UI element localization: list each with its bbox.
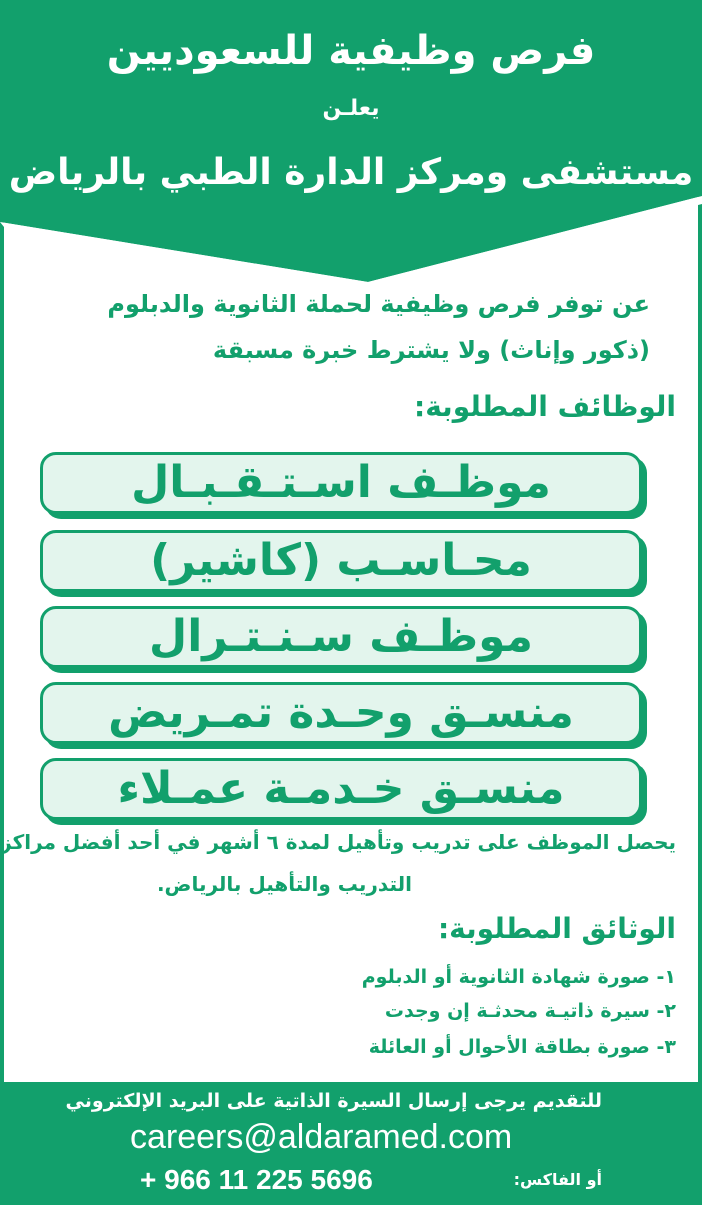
job-customer-service-coordinator: منسـق خـدمـة عمـلاء [40, 758, 642, 820]
intro-line-2: (ذكور وإناث) ولا يشترط خبرة مسبقة [212, 336, 650, 364]
job-nursing-coordinator: منسـق وحـدة تمـريض [40, 682, 642, 744]
header-org-name: مستشفى ومركز الدارة الطبي بالرياض [8, 152, 694, 193]
fax-number: + 966 11 225 5696 [140, 1164, 373, 1195]
job-switchboard: موظـف سـنـتـرال [40, 606, 642, 668]
document-item: ٢- سيرة ذاتيـة محدثـة إن وجدت [384, 1000, 676, 1022]
header-banner [0, 0, 702, 290]
intro-line-1: عن توفر فرص وظيفية لحملة الثانوية والدبلوم [107, 290, 650, 318]
training-line-1: يحصل الموظف على تدريب وتأهيل لمدة ٦ أشهر في أحد أفضل مراكز [0, 830, 676, 854]
documents-section-title: الوثائق المطلوبة: [437, 912, 676, 945]
document-item: ٣- صورة بطاقة الأحوال أو العائلة [368, 1036, 676, 1058]
document-item: ١- صورة شهادة الثانوية أو الدبلوم [361, 966, 676, 988]
job-receptionist: موظـف اسـتـقـبـال [40, 452, 642, 514]
header-title: فرص وظيفية للسعوديين [106, 28, 596, 74]
job-cashier: محـاسـب (كاشير) [40, 530, 642, 592]
apply-instructions: للتقديم يرجى إرسال السيرة الذاتية على البريد الإلكتروني [65, 1090, 602, 1112]
header-announces: يعلـن [322, 96, 380, 121]
fax-label: أو الفاكس: [513, 1170, 602, 1189]
training-line-2: التدريب والتأهيل بالرياض. [156, 872, 412, 896]
email-link[interactable]: careers@aldaramed.com [130, 1118, 513, 1156]
footer-contact [0, 1082, 702, 1205]
jobs-section-title: الوظائف المطلوبة: [414, 390, 676, 423]
